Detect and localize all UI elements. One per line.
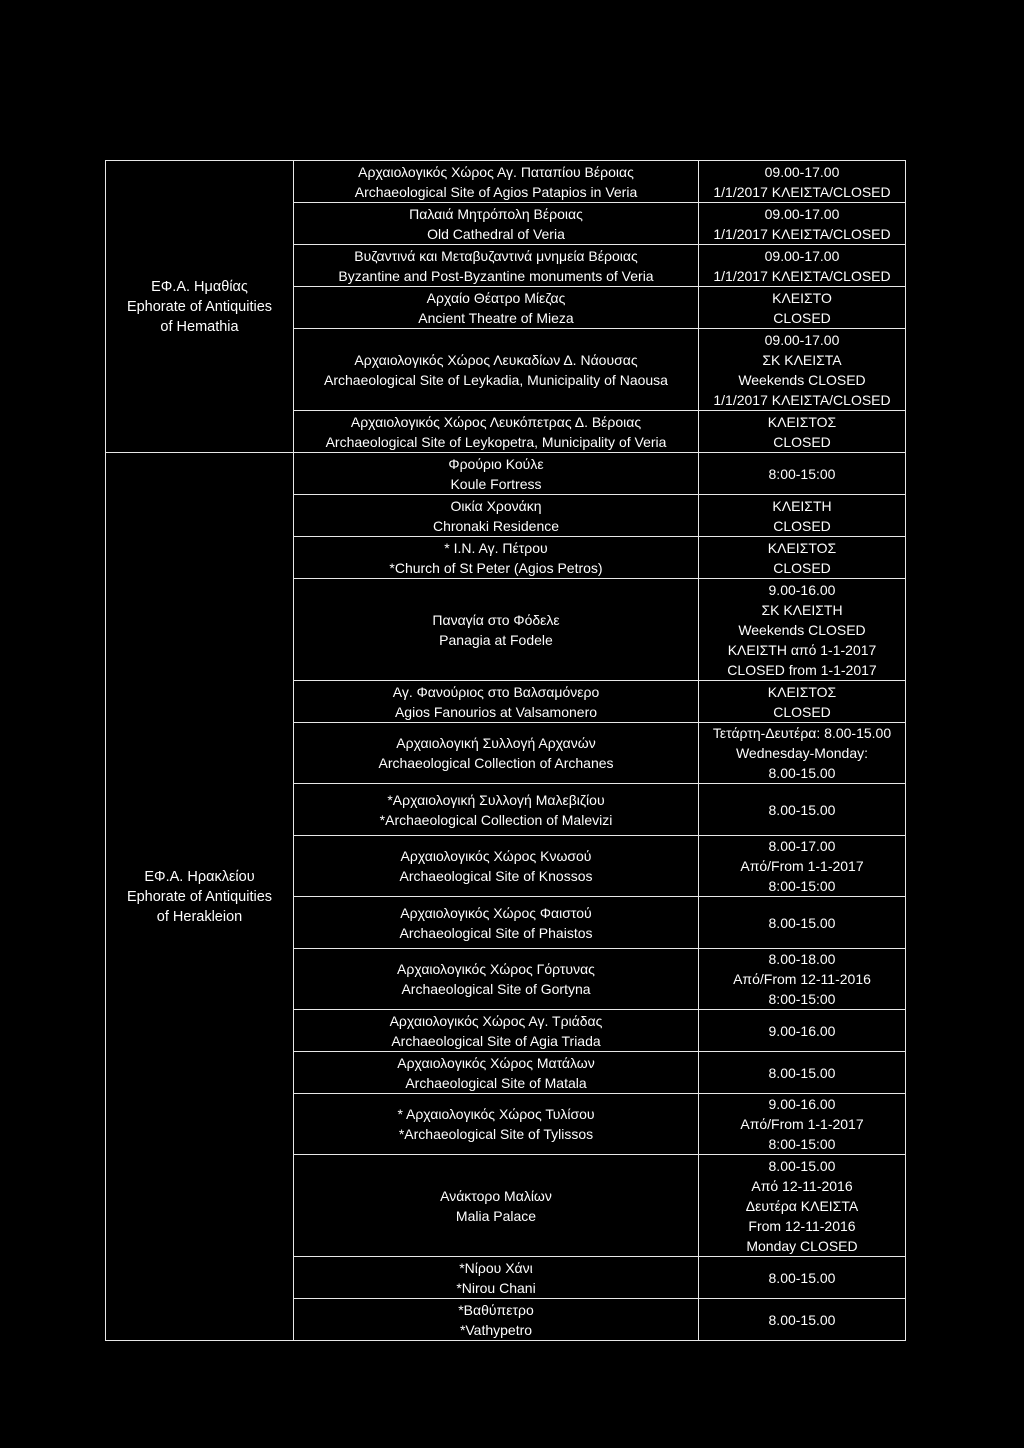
opening-hours-cell — [699, 681, 906, 723]
opening-hours-cell — [699, 161, 906, 203]
text-line: 1/1/2017 ΚΛΕΙΣΤΑ/CLOSED — [713, 225, 891, 242]
opening-hours-cell — [699, 723, 906, 784]
opening-hours-cell — [699, 784, 906, 836]
table-row — [106, 161, 906, 203]
text-line: Ancient Theatre of Mieza — [418, 309, 574, 326]
text-line: Archaeological Site of Gortyna — [401, 981, 591, 997]
text-line: Αγ. Φανούριος στο Βαλσαμόνερο — [392, 683, 600, 700]
text-line: 09.00-17.00 — [764, 247, 840, 264]
opening-hours-cell — [699, 495, 906, 537]
text-line: ΣΚ ΚΛΕΙΣΤΑ — [762, 351, 842, 368]
text-line: Archaeological Site of Leykadia, Municipality of Naousa — [324, 371, 668, 388]
text-line: Archaeological Site of Leykopetra, Municipality of Veria — [325, 433, 667, 450]
opening-hours-cell — [699, 203, 906, 245]
text-line: * Αρχαιολογικός Χώρος Τυλίσου — [397, 1106, 595, 1122]
opening-hours-cell — [699, 836, 906, 897]
site-name-cell — [294, 579, 699, 681]
site-name-cell — [294, 287, 699, 329]
text-line: Agios Fanourios at Valsamonero — [394, 703, 598, 720]
text-line: Αρχαιολογικός Χώρος Λευκαδίων Δ. Νάουσας — [354, 351, 638, 368]
site-name-cell — [294, 203, 699, 245]
text-line: Αρχαιολογικός Χώρος Αγ. Παταπίου Βέροιας — [358, 163, 634, 180]
ephorate-name: of Hemathia — [160, 318, 239, 335]
ephorate-name: ΕΦ.Α. Ηρακλείου — [144, 868, 255, 885]
site-name-cell — [294, 1155, 699, 1257]
ephorate-name: of Herakleion — [156, 908, 243, 925]
text-line: 8:00-15:00 — [768, 1136, 836, 1152]
text-line: 8.00-15.00 — [768, 1269, 836, 1286]
text-line: 8:00-15:00 — [768, 878, 836, 894]
text-line: Ανάκτορο Μαλίων — [440, 1187, 552, 1204]
site-name-cell — [294, 1299, 699, 1341]
text-line: ΚΛΕΙΣΤΟΣ — [767, 539, 837, 556]
text-line: Archaeological Site of Agios Patapios in Veria — [354, 183, 638, 200]
text-line: *Church of St Peter (Agios Petros) — [389, 559, 603, 576]
opening-hours-cell — [699, 245, 906, 287]
text-line: *Αρχαιολογική Συλλογή Μαλεβιζίου — [387, 791, 605, 808]
text-line: From 12-11-2016 — [748, 1217, 856, 1234]
ephorate-name: Ephorate of Antiquities — [126, 298, 273, 315]
site-name-cell — [294, 495, 699, 537]
opening-hours-cell — [699, 1010, 906, 1052]
text-line: 1/1/2017 ΚΛΕΙΣΤΑ/CLOSED — [713, 267, 891, 284]
opening-hours-cell — [699, 897, 906, 949]
text-line: 9.00-16.00 — [768, 1096, 836, 1112]
text-line: *Βαθύπετρο — [458, 1301, 534, 1318]
ephorate-cell — [106, 453, 294, 1341]
site-name-cell — [294, 897, 699, 949]
text-line: Δευτέρα ΚΛΕΙΣΤΑ — [745, 1197, 859, 1214]
site-name-cell — [294, 245, 699, 287]
text-line: CLOSED — [773, 559, 831, 576]
text-line: Old Cathedral of Veria — [427, 225, 565, 242]
text-line: Αρχαιολογικός Χώρος Ματάλων — [397, 1054, 595, 1071]
text-line: 09.00-17.00 — [764, 331, 840, 348]
text-line: Weekends CLOSED — [738, 621, 866, 638]
text-line: CLOSED — [773, 309, 831, 326]
text-line: 9.00-16.00 — [768, 1022, 836, 1039]
opening-hours-cell — [699, 1052, 906, 1094]
text-line: Archaeological Site of Matala — [405, 1074, 587, 1091]
text-line: *Nirou Chani — [456, 1279, 536, 1296]
text-line: *Νίρου Χάνι — [459, 1259, 533, 1276]
text-line: Archaeological Site of Knossos — [399, 868, 593, 884]
site-name-cell — [294, 329, 699, 411]
text-line: Panagia at Fodele — [439, 631, 553, 648]
text-line: 09.00-17.00 — [764, 163, 840, 180]
site-name-cell — [294, 537, 699, 579]
site-name-cell — [294, 836, 699, 897]
text-line: 1/1/2017 ΚΛΕΙΣΤΑ/CLOSED — [713, 391, 891, 408]
text-line: 8.00-15.00 — [768, 1064, 836, 1081]
text-line: Αρχαιολογικός Χώρος Αγ. Τριάδας — [389, 1012, 603, 1029]
text-line: CLOSED from 1-1-2017 — [727, 661, 877, 678]
opening-hours-cell — [699, 579, 906, 681]
opening-hours-cell — [699, 1155, 906, 1257]
text-line: Βυζαντινά και Μεταβυζαντινά μνημεία Βέροιας — [354, 247, 638, 264]
text-line: 8:00-15:00 — [768, 991, 836, 1007]
text-line: 8.00-15.00 — [768, 801, 836, 818]
text-line: 8.00-15.00 — [768, 765, 836, 781]
site-name-cell — [294, 1010, 699, 1052]
text-line: Παλαιά Μητρόπολη Βέροιας — [409, 205, 583, 222]
ephorate-name: ΕΦ.Α. Ημαθίας — [151, 278, 248, 295]
opening-hours-cell — [699, 1299, 906, 1341]
opening-hours-cell — [699, 411, 906, 453]
text-line: Φρούριο Κούλε — [448, 455, 544, 472]
opening-hours-cell — [699, 287, 906, 329]
text-line: * Ι.Ν. Αγ. Πέτρου — [444, 539, 548, 556]
opening-hours-table — [105, 160, 906, 1341]
text-line: *Archaeological Collection of Malevizi — [379, 811, 613, 828]
text-line: Αρχαιολογικός Χώρος Φαιστού — [400, 904, 592, 921]
text-line: CLOSED — [773, 703, 831, 720]
text-line: ΚΛΕΙΣΤΗ — [772, 497, 832, 514]
text-line: CLOSED — [773, 517, 831, 534]
ephorate-cell — [106, 161, 294, 453]
text-line: Archaeological Site of Phaistos — [399, 924, 593, 941]
text-line: Παναγία στο Φόδελε — [432, 611, 560, 628]
text-line: ΚΛΕΙΣΤΗ από 1-1-2017 — [727, 641, 877, 658]
ephorate-name: Ephorate of Antiquities — [126, 888, 273, 905]
text-line: Οικία Χρονάκη — [450, 497, 542, 514]
text-line: ΚΛΕΙΣΤΟΣ — [767, 683, 837, 700]
text-line: 8.00-15.00 — [768, 914, 836, 931]
text-line: Από/From 1-1-2017 — [740, 858, 864, 874]
site-name-cell — [294, 949, 699, 1010]
site-name-cell — [294, 1052, 699, 1094]
text-line: Αρχαιολογικός Χώρος Κνωσού — [400, 848, 592, 864]
site-name-cell — [294, 453, 699, 495]
text-line: Byzantine and Post-Byzantine monuments of Veria — [338, 267, 654, 284]
text-line: CLOSED — [773, 433, 831, 450]
text-line: 9.00-16.00 — [768, 581, 836, 598]
text-line: Από 12-11-2016 — [751, 1177, 853, 1194]
text-line: *Archaeological Site of Tylissos — [398, 1126, 594, 1142]
text-line: 8.00-18.00 — [768, 951, 836, 967]
opening-hours-cell — [699, 949, 906, 1010]
text-line: ΚΛΕΙΣΤΟΣ — [767, 413, 837, 430]
text-line: Wednesday-Monday: — [735, 745, 869, 761]
table-row — [106, 453, 906, 495]
site-name-cell — [294, 1257, 699, 1299]
text-line: Archaeological Collection of Archanes — [378, 755, 614, 771]
opening-hours-cell — [699, 537, 906, 579]
site-name-cell — [294, 161, 699, 203]
text-line: Αρχαιολογικός Χώρος Γόρτυνας — [397, 961, 595, 977]
text-line: Από/From 1-1-2017 — [740, 1116, 864, 1132]
text-line: Chronaki Residence — [432, 517, 560, 534]
text-line: 1/1/2017 ΚΛΕΙΣΤΑ/CLOSED — [713, 183, 891, 200]
text-line: Αρχαίο Θέατρο Μίεζας — [426, 289, 566, 306]
text-line: Αρχαιολογικός Χώρος Λευκόπετρας Δ. Βέροιας — [350, 413, 642, 430]
text-line: 8:00-15:00 — [768, 465, 836, 482]
text-line: *Vathypetro — [459, 1321, 533, 1338]
text-line: Τετάρτη-Δευτέρα: 8.00-15.00 — [712, 725, 892, 741]
opening-hours-cell — [699, 1094, 906, 1155]
text-line: 09.00-17.00 — [764, 205, 840, 222]
opening-hours-cell — [699, 329, 906, 411]
site-name-cell — [294, 1094, 699, 1155]
text-line: Weekends CLOSED — [738, 371, 866, 388]
text-line: ΣΚ ΚΛΕΙΣΤΗ — [761, 601, 843, 618]
site-name-cell — [294, 784, 699, 836]
site-name-cell — [294, 681, 699, 723]
site-name-cell — [294, 411, 699, 453]
text-line: Koule Fortress — [450, 475, 542, 492]
text-line: Αρχαιολογική Συλλογή Αρχανών — [396, 735, 596, 751]
text-line: Archaeological Site of Agia Triada — [391, 1032, 601, 1049]
text-line: ΚΛΕΙΣΤΟ — [772, 289, 832, 306]
text-line: Malia Palace — [455, 1207, 537, 1224]
text-line: 8.00-15.00 — [768, 1311, 836, 1328]
opening-hours-cell — [699, 453, 906, 495]
text-line: Από/From 12-11-2016 — [733, 971, 871, 987]
text-line: 8.00-17.00 — [768, 838, 836, 854]
site-name-cell — [294, 723, 699, 784]
text-line: Monday CLOSED — [746, 1237, 858, 1254]
opening-hours-cell — [699, 1257, 906, 1299]
text-line: 8.00-15.00 — [768, 1157, 836, 1174]
